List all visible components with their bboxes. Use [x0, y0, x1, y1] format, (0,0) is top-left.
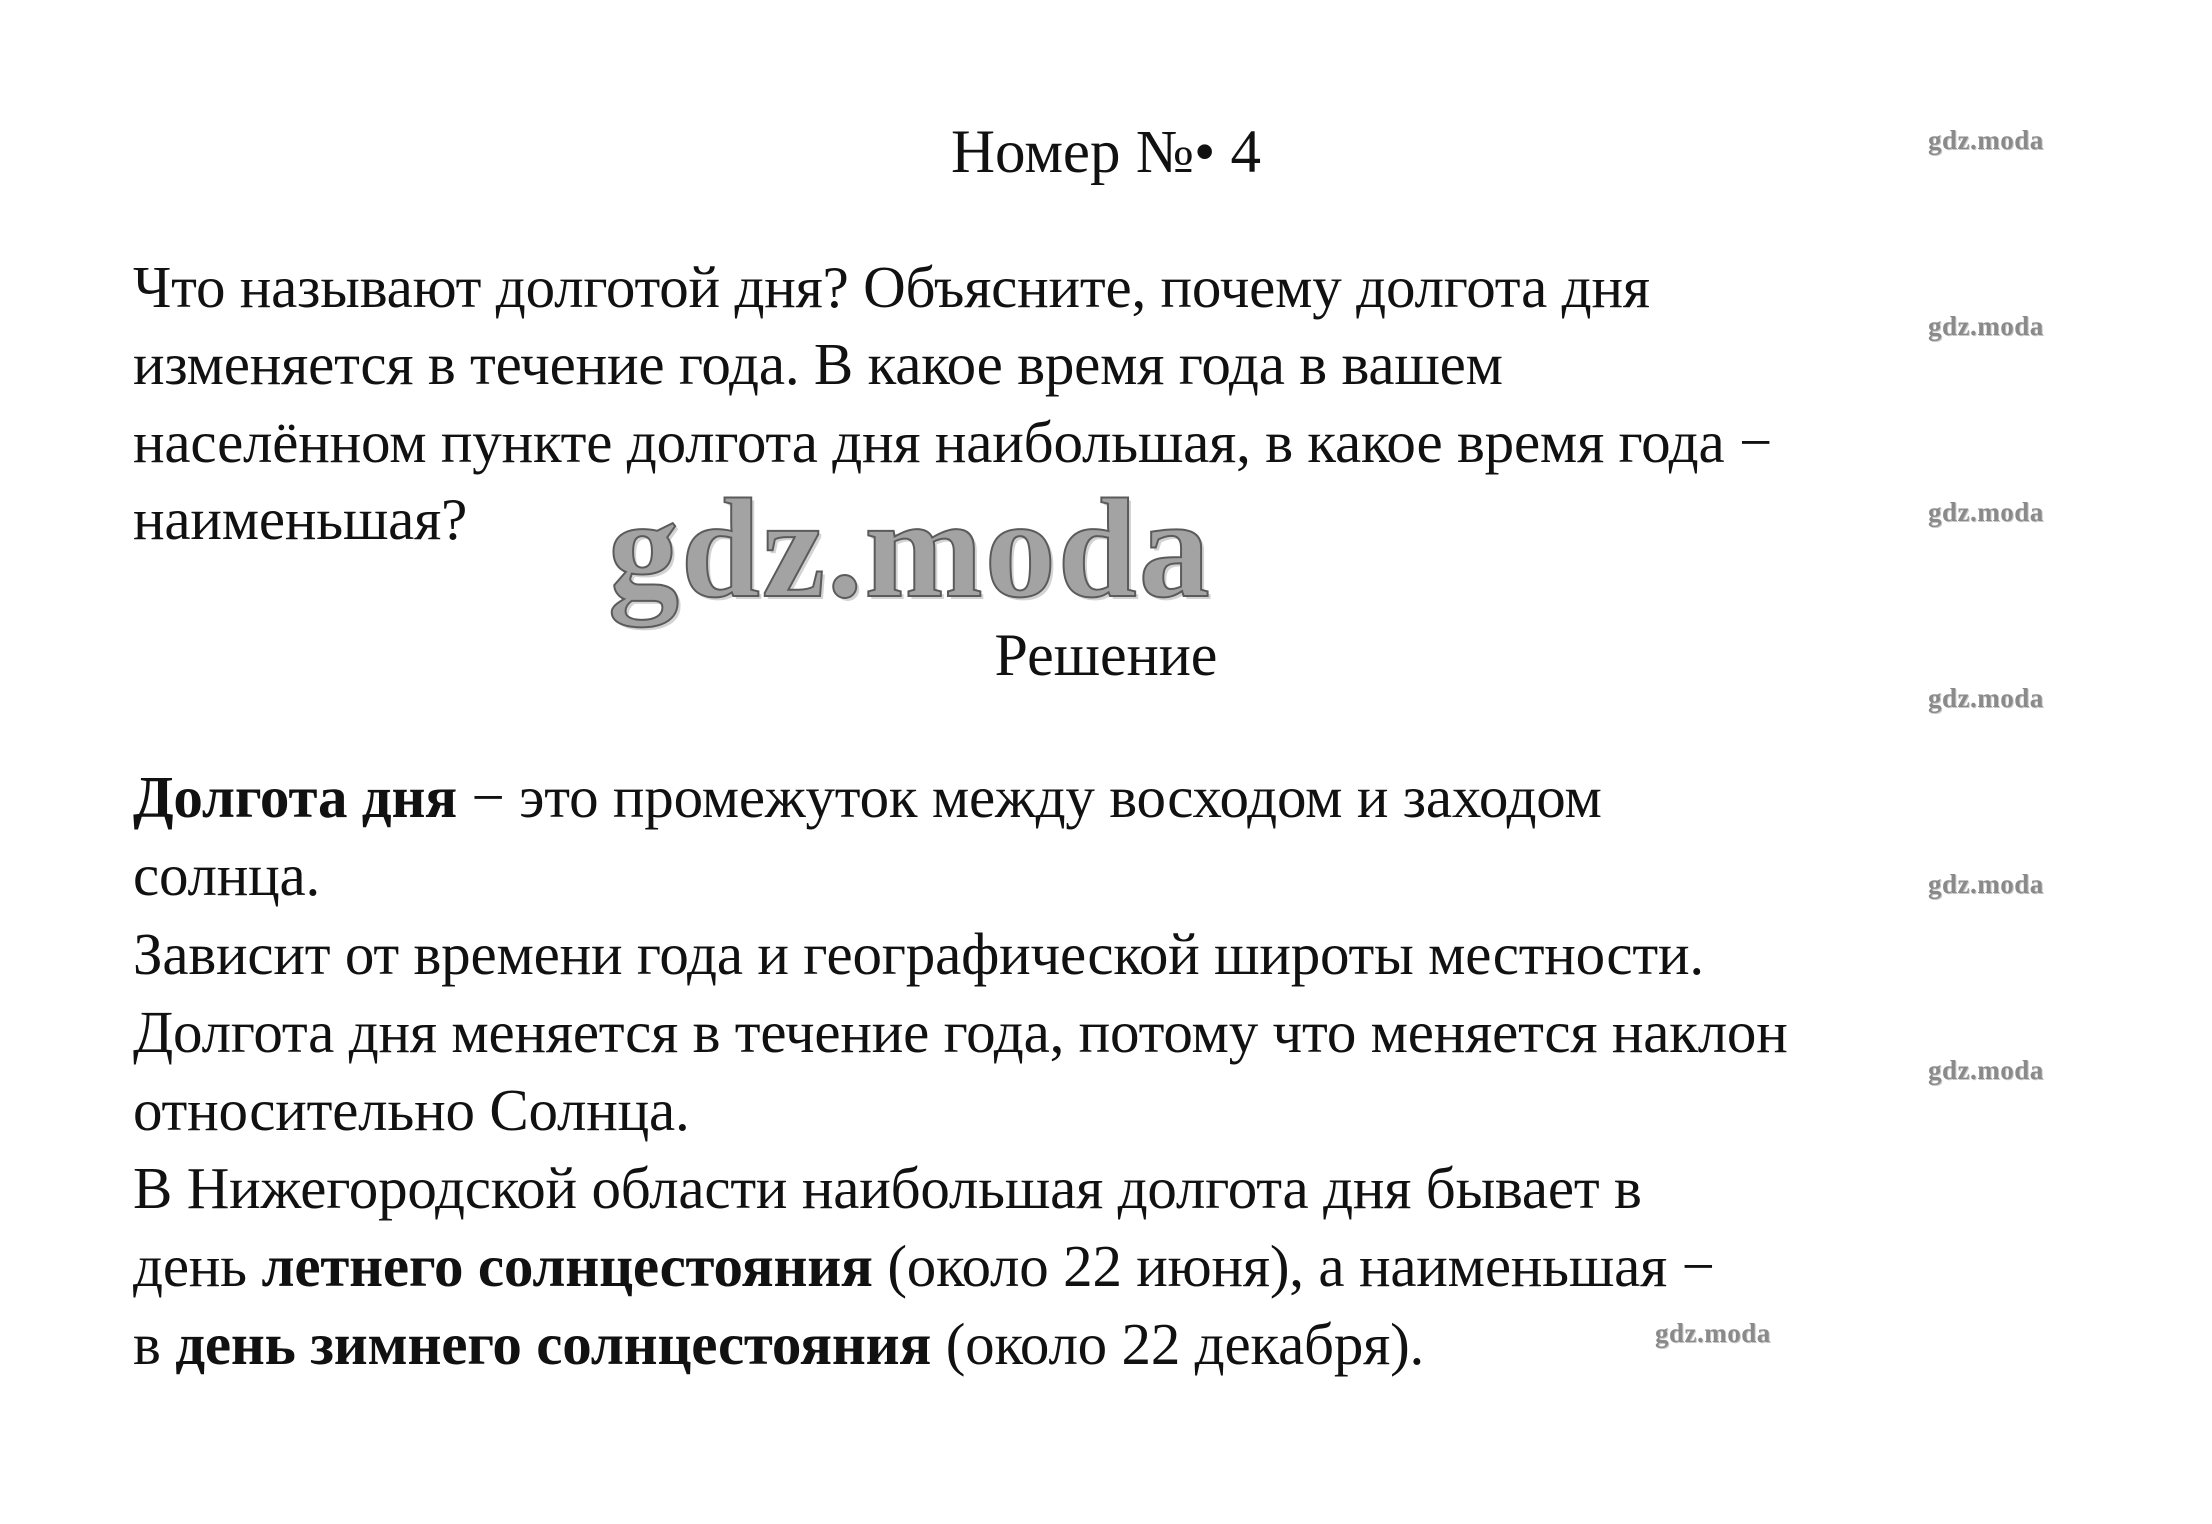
solution-line-2: солнца. [133, 842, 321, 908]
solution-line-4: Долгота дня меняется в течение года, потому что меняется наклон [133, 999, 1788, 1065]
solution-line-1-text: − это промежуток между восходом и заходом [456, 764, 1602, 830]
solution-line-8-pre: в [133, 1311, 176, 1377]
solution-line-8-text: (около 22 декабря). [931, 1311, 1425, 1377]
question-line-2: изменяется в течение года. В какое время года в вашем [133, 331, 1503, 397]
watermark-logo: gdz.moda [608, 469, 1212, 627]
term-day-length: Долгота дня [133, 764, 457, 830]
solution-line-1 [133, 764, 1602, 830]
watermark-small: gdz.moda [1928, 311, 2044, 341]
watermark-small: gdz.moda [1928, 869, 2044, 899]
question-line-3: населённом пункте долгота дня наибольшая, в какое время года − [133, 409, 1773, 475]
solution-title: Решение [994, 622, 1218, 688]
question-line-4: наименьшая? [133, 486, 468, 552]
solution-line-8 [133, 1311, 1425, 1377]
term-winter-solstice: день зимнего солнцестояния [175, 1311, 932, 1377]
page-title: Номер №• 4 [950, 119, 1262, 186]
watermark-small: gdz.moda [1928, 497, 2044, 527]
solution-line-3: Зависит от времени года и географической широты местности. [133, 921, 1704, 987]
solution-line-6: В Нижегородской области наибольшая долгота дня бывает в [133, 1155, 1642, 1221]
watermark-small: gdz.moda [1928, 1055, 2044, 1085]
watermark-small: gdz.moda [1655, 1318, 1771, 1348]
solution-line-5: относительно Солнца. [133, 1077, 690, 1143]
watermark-small: gdz.moda [1928, 683, 2044, 713]
solution-line-7 [133, 1233, 1715, 1299]
watermark-small: gdz.moda [1928, 125, 2044, 155]
question-line-1: Что называют долготой дня? Объясните, почему долгота дня [133, 254, 1650, 320]
solution-line-7-text: (около 22 июня), а наименьшая − [872, 1233, 1715, 1299]
solution-line-7-pre: день [133, 1233, 262, 1299]
term-summer-solstice: летнего солнцестояния [261, 1233, 873, 1299]
